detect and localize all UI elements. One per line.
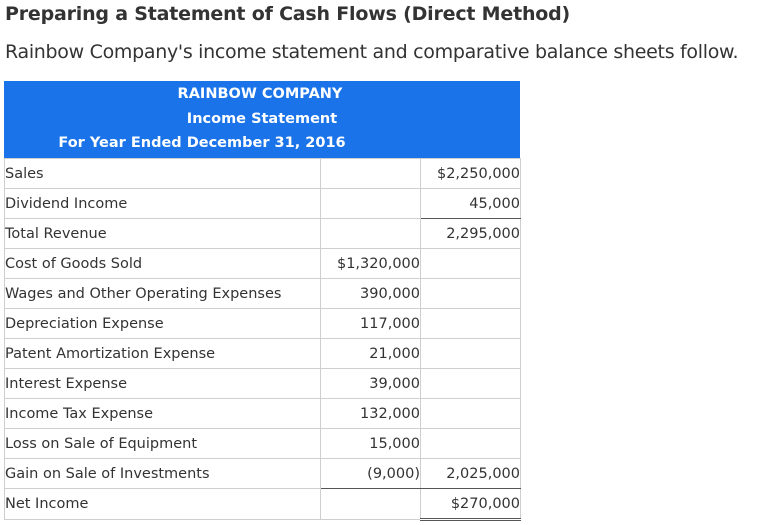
row-total: [421, 249, 521, 279]
row-label: Loss on Sale of Equipment: [5, 429, 321, 459]
row-label: Gain on Sale of Investments: [5, 459, 321, 489]
row-total: [421, 429, 521, 459]
row-total: [421, 279, 521, 309]
row-label: Sales: [5, 159, 321, 189]
row-amount: $1,320,000: [321, 249, 421, 279]
table-row: [5, 399, 521, 429]
row-amount: 390,000: [321, 279, 421, 309]
table-row: [5, 339, 521, 369]
table-row: [5, 309, 521, 339]
table-row: [5, 249, 521, 279]
row-total: 2,025,000: [421, 459, 521, 489]
row-total: [421, 309, 521, 339]
row-total: [421, 369, 521, 399]
table-row: [5, 159, 521, 189]
row-label: Patent Amortization Expense: [5, 339, 321, 369]
row-total: $270,000: [421, 489, 521, 520]
table-row: [5, 189, 521, 219]
row-amount: [321, 189, 421, 219]
row-amount: 21,000: [321, 339, 421, 369]
table-row: [5, 459, 521, 489]
row-label: Income Tax Expense: [5, 399, 321, 429]
table-row: [5, 369, 521, 399]
row-total: 45,000: [421, 189, 521, 219]
row-label: Wages and Other Operating Expenses: [5, 279, 321, 309]
row-total: [421, 399, 521, 429]
row-total: $2,250,000: [421, 159, 521, 189]
row-label: Dividend Income: [5, 189, 321, 219]
page-title: Preparing a Statement of Cash Flows (Direct Method): [5, 3, 571, 25]
income-statement: [4, 81, 520, 521]
row-total: 2,295,000: [421, 219, 521, 249]
statement-table: [4, 158, 521, 521]
statement-header: [4, 81, 520, 158]
row-amount: 132,000: [321, 399, 421, 429]
intro-text: Rainbow Company's income statement and comparative balance sheets follow.: [5, 41, 739, 63]
row-amount: [321, 159, 421, 189]
row-amount: 117,000: [321, 309, 421, 339]
table-row: [5, 489, 521, 520]
row-amount: 15,000: [321, 429, 421, 459]
row-label: Cost of Goods Sold: [5, 249, 321, 279]
table-row: [5, 219, 521, 249]
row-amount: [321, 489, 421, 520]
row-amount: 39,000: [321, 369, 421, 399]
row-amount: [321, 219, 421, 249]
statement-name: Income Statement: [186, 111, 338, 127]
row-label: Total Revenue: [5, 219, 321, 249]
statement-period: For Year Ended December 31, 2016: [58, 135, 346, 151]
row-label: Net Income: [5, 489, 321, 520]
row-label: Depreciation Expense: [5, 309, 321, 339]
row-amount: (9,000): [321, 459, 421, 489]
table-row: [5, 429, 521, 459]
row-label: Interest Expense: [5, 369, 321, 399]
row-total: [421, 339, 521, 369]
table-row: [5, 279, 521, 309]
company-name: RAINBOW COMPANY: [177, 86, 343, 102]
